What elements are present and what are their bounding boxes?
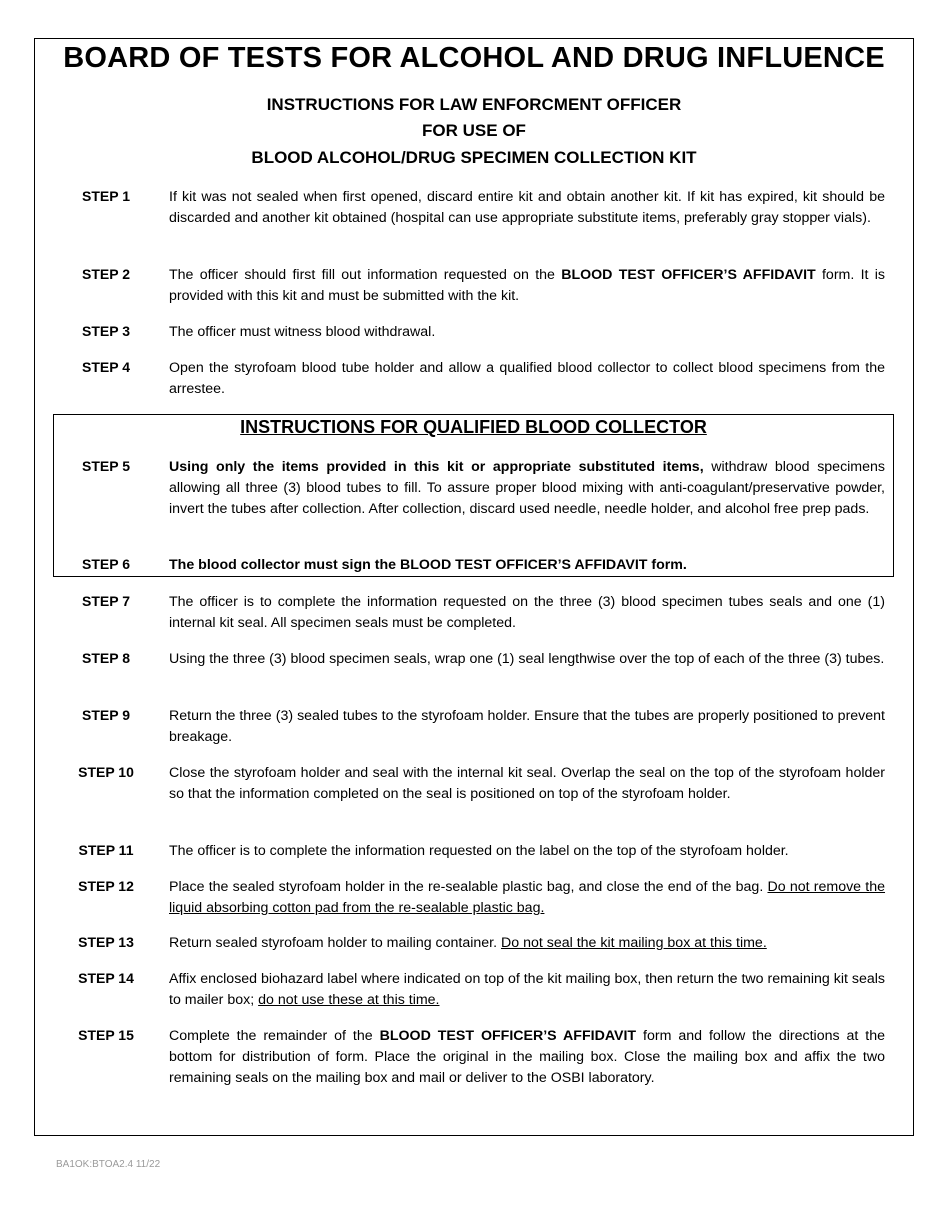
- step-10-text: Close the styrofoam holder and seal with the internal kit seal. Overlap the seal on the top of the styrofoam holder so that the information completed on the seal is positioned on top of the styrofoam holder.: [169, 765, 885, 802]
- step-9-text: Return the three (3) sealed tubes to the styrofoam holder. Ensure that the tubes are properly positioned to prevent breakage.: [169, 708, 885, 745]
- step-6-label: STEP 6: [82, 556, 130, 572]
- step-2-text: [169, 265, 885, 307]
- step-8-label: STEP 8: [82, 650, 130, 666]
- subtitle-line-3: BLOOD ALCOHOL/DRUG SPECIMEN COLLECTION KIT: [251, 148, 697, 167]
- step-14-warning: do not use these at this time.: [258, 991, 440, 1008]
- step-4-text: Open the styrofoam blood tube holder and allow a qualified blood collector to collect blood specimens from the arrestee.: [169, 360, 885, 397]
- step-8-text: Using the three (3) blood specimen seals, wrap one (1) seal lengthwise over the top of each of the three (3) tubes.: [169, 651, 885, 667]
- step-2-affidavit-name: BLOOD TEST OFFICER’S AFFIDAVIT: [561, 267, 816, 283]
- step-14-label: STEP 14: [78, 970, 134, 986]
- step-14-text-pre: Affix enclosed biohazard label where indicated on top of the kit mailing box, then return the two remaining kit seals to mailer box;: [169, 971, 885, 1008]
- step-13-label: STEP 13: [78, 934, 134, 950]
- step-1-text: If kit was not sealed when first opened, discard entire kit and obtain another kit. If kit has expired, kit should be discarded and another kit obtained (hospital can use appropriate substitute items, preferably gray stopper vials).: [169, 189, 885, 226]
- step-15-text-post: form and follow the directions at the bottom for distribution of form. Place the original in the mailing box. Close the mailing box and affix the two remaining seals on the mailing box and mail or deliver to the OSBI laboratory.: [169, 1028, 886, 1086]
- step-2-text-post: form. It is provided with this kit and must be submitted with the kit.: [169, 267, 885, 304]
- step-15-text-pre: Complete the remainder of the: [169, 1028, 380, 1044]
- step-12-label: STEP 12: [78, 878, 134, 894]
- step-13-text: [169, 933, 885, 954]
- collector-heading: INSTRUCTIONS FOR QUALIFIED BLOOD COLLECTOR: [240, 417, 707, 437]
- step-5-text-post: withdraw blood specimens allowing all three (3) blood tubes to fill. To assure proper blood mixing with anti-coagulant/preservative powder, invert the tubes after collection. After collection, discard used needle, needle holder, and alcohol free prep pads.: [169, 459, 886, 517]
- step-1-label: STEP 1: [82, 188, 130, 204]
- step-2-label: STEP 2: [82, 266, 130, 282]
- step-7-label: STEP 7: [82, 593, 130, 609]
- step-3-text: The officer must witness blood withdrawal.: [169, 324, 436, 340]
- step-15-label: STEP 15: [78, 1027, 134, 1043]
- step-5-label: STEP 5: [82, 458, 130, 474]
- step-4-label: STEP 4: [82, 359, 130, 375]
- step-13-warning: Do not seal the kit mailing box at this time.: [501, 935, 767, 951]
- step-15-affidavit-name: BLOOD TEST OFFICER’S AFFIDAVIT: [379, 1028, 637, 1044]
- step-5-text-bold: Using only the items provided in this kit or appropriate substituted items,: [169, 459, 704, 475]
- form-code-footer: BA1OK:BTOA2.4 11/22: [56, 1159, 161, 1170]
- document-title: BOARD OF TESTS FOR ALCOHOL AND DRUG INFLUENCE: [63, 42, 885, 74]
- step-11-label: STEP 11: [78, 842, 134, 858]
- step-11-text: The officer is to complete the information requested on the label on the top of the styrofoam holder.: [169, 843, 789, 859]
- step-10-label: STEP 10: [78, 764, 134, 780]
- step-7-text: The officer is to complete the information requested on the three (3) blood specimen tubes seals and one (1) internal kit seal. All specimen seals must be completed.: [169, 594, 885, 631]
- step-12-text-pre: Place the sealed styrofoam holder in the re-sealable plastic bag, and close the end of the bag.: [169, 879, 768, 895]
- subtitle-line-1: INSTRUCTIONS FOR LAW ENFORCMENT OFFICER: [266, 95, 682, 114]
- step-6-text: The blood collector must sign the BLOOD TEST OFFICER’S AFFIDAVIT form.: [169, 557, 687, 573]
- step-3-label: STEP 3: [82, 323, 130, 339]
- step-12-warning: Do not remove the liquid absorbing cotton pad from the re-sealable plastic bag.: [169, 879, 886, 916]
- step-14-text: [169, 969, 885, 1011]
- step-15-text: [169, 1026, 885, 1088]
- step-12-text: [169, 877, 885, 919]
- step-5-text: [169, 457, 885, 519]
- step-2-text-pre: The officer should first fill out information requested on the: [169, 267, 562, 283]
- subtitle-line-2: FOR USE OF: [422, 121, 526, 140]
- step-13-text-pre: Return sealed styrofoam holder to mailing container.: [169, 935, 502, 951]
- step-9-label: STEP 9: [82, 707, 130, 723]
